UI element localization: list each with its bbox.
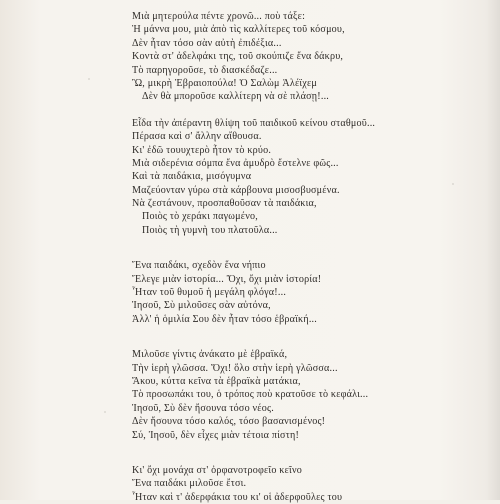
poem-line: Ἡ μάννα μου, μιὰ ἀπὸ τὶς καλλίτερες τοῦ κόσμου, <box>132 24 345 36</box>
poem-line: Ἄκου, κύττα κεῖνα τὰ ἑβραϊκὰ ματάκια, <box>132 375 301 387</box>
poem-line: Κι' ἐδῶ τουυχτερὸ ἦτον τὸ κρύο. <box>132 144 272 156</box>
stanza <box>132 259 472 326</box>
poem-line: Ποιὸς τὴ γυμνὴ του πλατοῦλα... <box>142 224 278 236</box>
scan-speck <box>88 78 90 80</box>
stanza-gap <box>132 326 472 348</box>
scan-speck <box>104 411 106 413</box>
poem-line: Μιὰ μητερούλα πέντε χρονῶ... ποὺ τάξε: <box>132 11 306 22</box>
poem-line: Ὢ, μικρὴ Ἑβραιοπούλα! Ὁ Σαλὼμ Ἀλέϊχεμ <box>132 77 318 89</box>
poem-line: Ἕνα παιδάκι, σχεδὸν ἕνα νήπιο <box>132 260 266 272</box>
poem-line: Νὰ ζεστάνουν, προσπαθοῦσαν τὰ παιδάκια, <box>132 198 317 210</box>
poem-line: Ποιὸς τὸ χεράκι παγωμένο, <box>142 211 258 223</box>
poem-line: Πέρασα καὶ σ' ἄλλην αἴθουσα. <box>132 131 262 143</box>
poem-line: Τὸ προσωπάκι του, ὁ τρόπος ποὺ κρατοῦσε τὸ κεφάλι... <box>132 389 369 401</box>
stanza <box>132 117 472 238</box>
poem-line: Ἰησοῦ, Σὺ δὲν ἤσουνα τόσο νέος. <box>132 402 274 414</box>
poem-line: Ἕνα παιδάκι μιλοῦσε ἔτσι. <box>132 478 247 490</box>
poem-line: Σύ, Ἰησοῦ, δὲν εἶχες μιὰν τέτοια πίστη! <box>132 429 300 441</box>
stanza-gap <box>132 237 472 259</box>
poem-line: Ἀλλ' ἡ ὁμιλία Σου δὲν ἦταν τόσο ἑβραϊκή... <box>132 313 318 325</box>
poem-line: Δὲν ἦταν τόσο σὰν αὐτὴ ἐπιδέξια... <box>132 37 282 49</box>
stanza <box>132 464 472 504</box>
poem-line: Τὸ παρηγοροῦσε, τὸ διασκέδαζε... <box>132 64 278 76</box>
poem-line: Κι' ὄχι μονάχα στ' ὀρφανοτροφεῖο κεῖνο <box>132 464 302 476</box>
stanza <box>132 348 472 442</box>
poem-line: Μιὰ σιδερένια σόμπα ἕνα ἀμυδρὸ ἔστελνε φῶς... <box>132 157 339 169</box>
poem-line: Μιλοῦσε γίντις ἀνάκατο μὲ ἑβραϊκά, <box>132 349 288 361</box>
page-binding-shadow <box>486 0 500 500</box>
poem-line: Ἔλεγε μιὰν ἱστορία... Ὄχι, ὄχι μιὰν ἱστορία! <box>132 273 322 285</box>
poem-line: Καὶ τὰ παιδάκια, μισόγυμνα <box>132 171 252 183</box>
poem-line: Ἦταν καὶ τ' ἀδερφάκια του κι' οἱ ἀδερφοῦλες του <box>132 491 343 503</box>
poem-line: Τὴν ἱερὴ γλῶσσα. Ὄχι! ὅλο στὴν ἱερὴ γλῶσσα... <box>132 362 338 374</box>
stanza-gap <box>132 104 472 117</box>
poem-line: Ἦταν τοῦ θυμοῦ ἡ μεγάλη φλόγα!... <box>132 287 287 299</box>
poem-line: Εἶδα τὴν ἀπέραντη θλίψη τοῦ παιδικοῦ κείνου σταθμοῦ... <box>132 117 376 129</box>
poem-line: Ἰησοῦ, Σὺ μιλοῦσες σὰν αὐτόνα, <box>132 300 271 312</box>
poem-line: Κοντὰ στ' ἀδελφάκι της, τοῦ σκούπιζε ἕνα δάκρυ, <box>132 51 344 63</box>
cropped-top-text-fragment <box>170 0 212 2</box>
poem-text-block <box>132 10 472 504</box>
poem-line: Δὲν ἤσουνα τόσο καλός, τόσο βασανισμένος! <box>132 416 326 428</box>
stanza <box>132 10 472 104</box>
poem-line: Μαζεύονταν γύρω στὰ κάρβουνα μισοσβυσμένα. <box>132 184 340 196</box>
stanza-gap <box>132 442 472 464</box>
poem-line: Δὲν θὰ μποροῦσε καλλίτερη νὰ σὲ πλάσῃ!... <box>142 91 330 103</box>
